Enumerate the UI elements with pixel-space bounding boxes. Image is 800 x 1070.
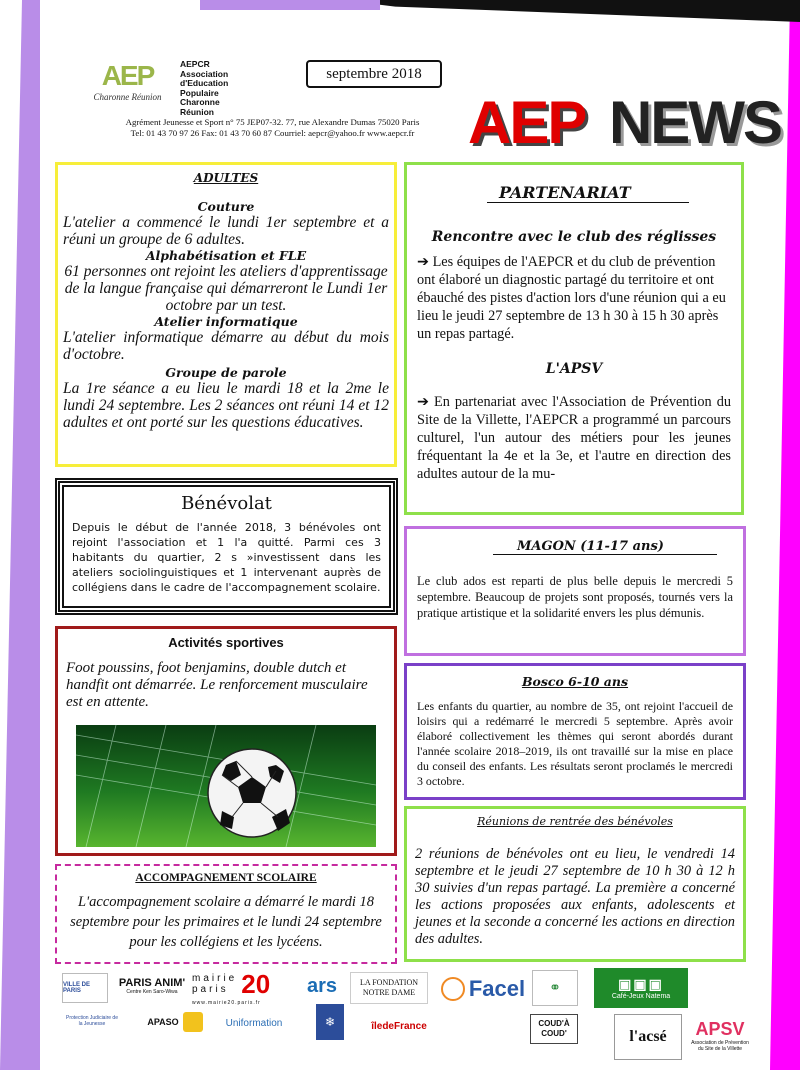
coudacoud-text: COUD'À COUD' bbox=[538, 1019, 570, 1038]
org-line: AEPCR bbox=[180, 59, 210, 69]
org-line: d'Education bbox=[180, 78, 229, 88]
right-border bbox=[770, 0, 800, 1070]
acse-text: l'acsé bbox=[629, 1028, 667, 1045]
mairie-word: mairie bbox=[192, 973, 238, 984]
parole-title: Groupe de parole bbox=[165, 365, 287, 380]
top-bar-lav bbox=[200, 0, 380, 10]
benevolat-section bbox=[55, 478, 398, 615]
reglisses-title: Rencontre avec le club des réglisses bbox=[431, 229, 717, 245]
coudacoud-logo bbox=[530, 1014, 578, 1044]
info-title: Atelier informatique bbox=[154, 314, 298, 329]
magon-section bbox=[404, 526, 746, 656]
num20: 20 bbox=[241, 968, 271, 999]
apsv-logo bbox=[688, 1004, 752, 1066]
mairie-words bbox=[192, 973, 237, 995]
paris-anim-sub: Centre Ken Saro-Wiwa bbox=[126, 989, 178, 995]
accomp-text: L'accompagnement scolaire a démarré le mardi 18 septembre pour les primaires et le lundi 24 septembre pour les collégiens et les lycéens. bbox=[70, 894, 382, 950]
reunions-section bbox=[404, 806, 746, 962]
fondation-notre-dame-logo bbox=[350, 972, 428, 1004]
apsv-logo-text: APSV bbox=[695, 1018, 745, 1039]
ars-logo bbox=[300, 970, 344, 1002]
accomp-section bbox=[55, 864, 397, 964]
sport-section bbox=[55, 626, 397, 856]
pjj-text: Protection Judiciaire de la Jeunesse bbox=[66, 1015, 118, 1027]
apsv-logo-sub: Association de Prévention du Site de la Villette bbox=[691, 1039, 749, 1052]
mairie20-row bbox=[192, 969, 270, 1000]
acse-logo bbox=[614, 1014, 682, 1060]
magon-text: Le club ados est reparti de plus belle depuis le mercredi 5 septembre. Beaucoup de projets sont proposés, tournés vers la pratique artistique et la solidarité envers les plus démunis. bbox=[417, 574, 733, 620]
partenariat-section bbox=[404, 162, 744, 515]
reglisses-paragraph bbox=[417, 253, 731, 343]
fondation-text: LA FONDATION NOTRE DAME bbox=[360, 978, 418, 997]
ars-text: ars bbox=[306, 974, 338, 997]
agence-logo bbox=[532, 970, 578, 1006]
alpha-title: Alphabétisation et FLE bbox=[145, 248, 307, 263]
soccer-ball-photo bbox=[76, 725, 376, 847]
facel-text: Facel bbox=[468, 976, 526, 1001]
sport-text: Foot poussins, foot benjamins, double dutch et handfit ont démarrée. Le renforcement musculaire est en attente. bbox=[66, 660, 368, 710]
facel-logo bbox=[440, 972, 526, 1006]
magon-title: MAGON (11-17 ans) bbox=[493, 539, 717, 555]
accomp-title: ACCOMPAGNEMENT SCOLAIRE bbox=[135, 872, 317, 884]
bosco-section bbox=[404, 663, 746, 800]
benevolat-text: Depuis le début de l'année 2018, 3 bénévoles ont rejoint l'association et 1 l'a quitté. Parmi ces 3 habitants du quartier, 2 s »investissent dans les ateliers sociolinguistiques et 1 intervenant auprès de collégiens dans le cadre de l'accompagnement scolaire. bbox=[72, 521, 381, 594]
org-line: Association bbox=[180, 68, 229, 79]
address-line-2: Tel: 01 43 70 97 26 Fax: 01 43 70 60 87 Courriel: aepcr@yahoo.fr www.aepcr.fr bbox=[130, 128, 415, 138]
apsv-title: L'APSV bbox=[545, 361, 603, 377]
info-text: L'atelier informatique démarre au début du mois d'octobre. bbox=[63, 329, 389, 363]
arrow-icon: ➔ bbox=[417, 394, 429, 410]
partenariat-title: PARTENARIAT bbox=[487, 183, 689, 203]
aep-logo-text: AEP bbox=[101, 60, 154, 91]
snowflake-icon: ❄ bbox=[324, 1014, 336, 1029]
apaso-logo bbox=[140, 1008, 210, 1036]
aep-logo-sub: Charonne Réunion bbox=[93, 92, 162, 102]
ville-paris-logo bbox=[62, 973, 108, 1003]
aep-logo bbox=[85, 60, 170, 110]
ville-paris-text: VILLE DE PARIS bbox=[63, 982, 91, 994]
arrow-icon: ➔ bbox=[417, 254, 429, 270]
newsletter-title bbox=[468, 89, 781, 156]
benevolat-title: Bénévolat bbox=[181, 493, 272, 514]
title-news: NEWS bbox=[608, 89, 781, 156]
title-aep: AEP bbox=[468, 89, 585, 156]
top-bar bbox=[340, 0, 800, 22]
paris-word: paris bbox=[192, 984, 229, 995]
uniformation-logo bbox=[218, 1010, 290, 1036]
couture-title: Couture bbox=[197, 199, 255, 214]
sport-title: Activités sportives bbox=[168, 635, 284, 650]
cafe-jeux-logo bbox=[594, 968, 688, 1008]
apsv-text: En partenariat avec l'Association de Prévention du Site de la Villette, l'AEPCR a programmé un parcours culturel, l'un autour des métiers pour les jeunes fréquentant la 4e et la 3e, et l'autre en direction des adultes autour de la mu- bbox=[417, 394, 732, 482]
alpha-text: 61 personnes ont rejoint les ateliers d'apprentissage de la langue française qui démarreront le Lundi 1er octobre par un test. bbox=[64, 263, 388, 314]
apaso-text: APASO bbox=[147, 1017, 179, 1027]
circles-icon: ⚭ bbox=[549, 980, 561, 996]
org-name-block bbox=[180, 60, 260, 117]
reglisses-text: Les équipes de l'AEPCR et du club de prévention ont élaboré un diagnostic partagé du territoire et ont ébauché des pistes d'action lors d'une réunion qui a eu lieu le jeudi 27 septembre de 13 h 30 à 15 h 30 après un repas partagé. bbox=[417, 254, 726, 342]
org-line: Réunion bbox=[180, 106, 214, 117]
reunions-title: Réunions de rentrée des bénévoles bbox=[477, 815, 673, 828]
cafe-letters: ▣▣▣ bbox=[618, 976, 664, 992]
iledefrance-text: îledeFrance bbox=[371, 1020, 427, 1032]
issue-date: septembre 2018 bbox=[326, 66, 422, 82]
pjj-logo bbox=[66, 1010, 118, 1032]
adultes-section bbox=[55, 162, 397, 467]
org-line: Populaire bbox=[180, 87, 219, 98]
cafe-text: Café-Jeux Natema bbox=[611, 993, 671, 1000]
mairie20-logo bbox=[192, 966, 296, 1008]
org-line: Charonne bbox=[180, 97, 220, 107]
reunions-text: 2 réunions de bénévoles ont eu lieu, le vendredi 14 septembre et le jeudi 27 septembre de 10 h 30 à 12 h 30 suivies d'un repas partagé. La première a concerné les actions proposées aux enfants, adolescents et jeunes et la seconde a concerné les actions en direction des adultes. bbox=[415, 846, 735, 947]
uniformation-text: Uniformation bbox=[225, 1017, 283, 1029]
couture-text: L'atelier a commencé le lundi 1er septembre et a réuni un groupe de 6 adultes. bbox=[63, 214, 389, 248]
apsv-paragraph bbox=[417, 393, 731, 483]
parole-text: La 1re séance a eu lieu le mardi 18 et la 2me le lundi 24 septembre. Les 2 séances ont réuni 14 et 12 adultes et ont porté sur les questions éducatives. bbox=[63, 380, 389, 431]
cget-logo bbox=[316, 1004, 344, 1040]
adultes-heading: ADULTES bbox=[193, 171, 259, 185]
address-block bbox=[85, 117, 460, 139]
address-line-1: Agrément Jeunesse et Sport n° 75 JEP07-32. 77, rue Alexandre Dumas 75020 Paris bbox=[125, 117, 420, 127]
paris-anim-logo bbox=[114, 968, 190, 1004]
bosco-title: Bosco 6-10 ans bbox=[521, 674, 629, 689]
mairie-url: www.mairie20.paris.fr bbox=[192, 999, 261, 1006]
ile-de-france-logo bbox=[366, 1016, 432, 1036]
date-box bbox=[306, 60, 442, 88]
apaso-emblem-icon bbox=[183, 1012, 203, 1032]
bosco-text: Les enfants du quartier, au nombre de 35, ont rejoint l'accueil de loisirs qui a redémarré le mercredi 5 septembre. Après avoir élaboré collectivement les thèmes qui seront abordés durant l'année scolaire 2018–2019, ils ont travaillé sur la mise en place du conseil des enfants. Les résultats seront proclamés le mercredi 3 octobre. bbox=[417, 699, 733, 788]
globe-icon bbox=[441, 977, 465, 1001]
paris-anim-text: PARIS ANIM' bbox=[118, 977, 186, 989]
